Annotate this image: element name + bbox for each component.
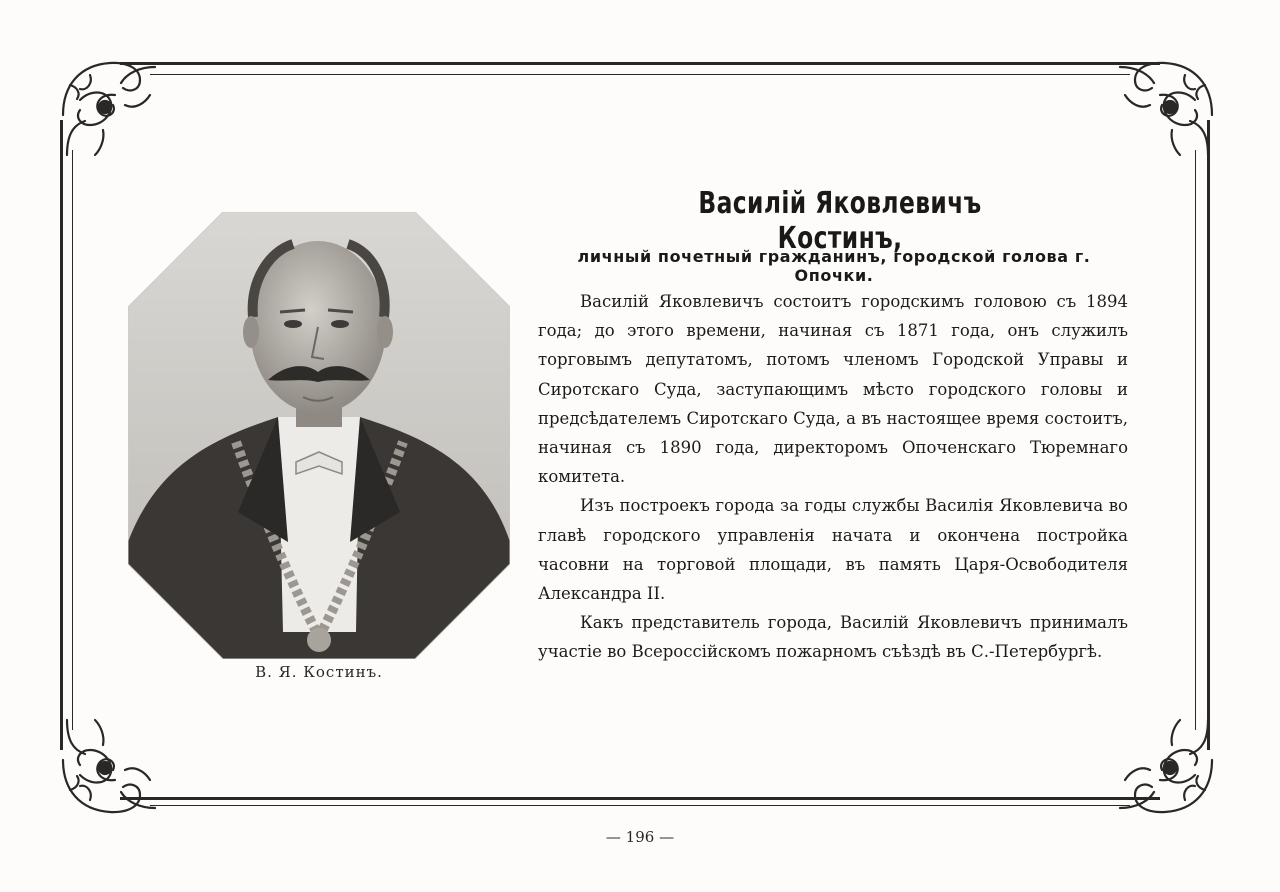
frame-border-left-inner bbox=[72, 150, 73, 730]
frame-border-left bbox=[60, 120, 63, 750]
page-title: Василій Яковлевичъ Костинъ, bbox=[698, 186, 982, 256]
corner-ornament-top-right bbox=[1100, 55, 1220, 165]
page-subtitle: личный почетный гражданинъ, городской голова г. Опочки. bbox=[577, 247, 1091, 285]
frame-border-right-inner bbox=[1195, 150, 1196, 730]
frame-border-right bbox=[1207, 120, 1210, 750]
frame-border-bottom-inner bbox=[150, 805, 1130, 806]
corner-ornament-top-left bbox=[55, 55, 175, 165]
body-text bbox=[538, 287, 1128, 667]
portrait-caption: В. Я. Костинъ. bbox=[255, 663, 383, 681]
frame-border-top bbox=[120, 62, 1160, 65]
frame-border-top-inner bbox=[150, 74, 1130, 75]
corner-ornament-bottom-left bbox=[55, 710, 175, 820]
paragraph: Какъ представитель города, Василій Яковлевичъ принималъ участіе во Всероссійскомъ пожарномъ съѣздѣ въ С.-Петербургѣ. bbox=[538, 613, 1128, 662]
paragraph: Василій Яковлевичъ состоитъ городскимъ головою съ 1894 года; до этого времени, начиная съ 1871 года, онъ служилъ торговымъ депутатомъ, потомъ членомъ Городской Управы и Сиротскаго Суда, заступающимъ мѣсто городского головы и предсѣдателемъ Сиротскаго Суда, а въ настоящее время состоитъ, начиная съ 1890 года, директоромъ Опоченскаго Тюремнаго комитета. bbox=[538, 292, 1128, 487]
corner-ornament-bottom-right bbox=[1100, 710, 1220, 820]
page-number: — 196 — bbox=[605, 828, 675, 846]
frame-border-bottom bbox=[120, 797, 1160, 800]
paragraph: Изъ построекъ города за годы службы Василія Яковлевича во главѣ городского управленія начата и окончена постройка часовни на торговой площади, въ память Царя-Освободителя Александра II. bbox=[538, 496, 1128, 604]
portrait-photo bbox=[128, 212, 510, 659]
